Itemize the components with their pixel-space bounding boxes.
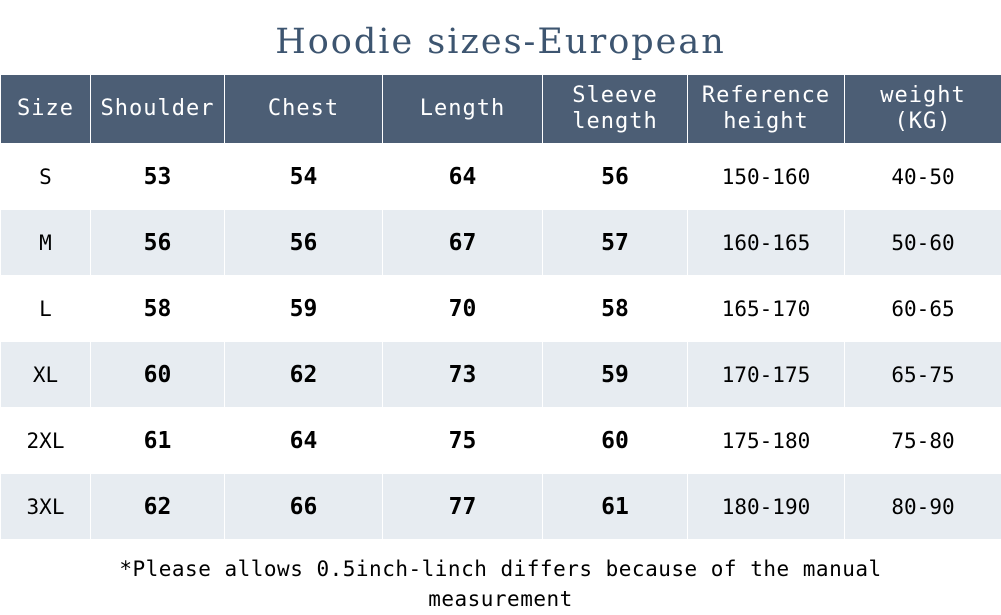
page-title: Hoodie sizes-European	[0, 0, 1001, 74]
cell-sleeve: 61	[543, 474, 688, 540]
cell-shoulder: 60	[91, 342, 225, 408]
cell-shoulder: 62	[91, 474, 225, 540]
table-row	[1, 342, 1001, 408]
table-row	[1, 210, 1001, 276]
table-header-row	[1, 75, 1001, 144]
cell-height: 175-180	[688, 408, 845, 474]
table-header	[1, 75, 1001, 144]
column-header-weight	[845, 75, 1001, 144]
disclaimer-line-1: *Please allows 0.5inch-linch differs because of the manual	[0, 554, 1001, 584]
cell-sleeve: 59	[543, 342, 688, 408]
cell-length: 67	[383, 210, 543, 276]
cell-size: S	[1, 144, 91, 210]
cell-chest: 54	[225, 144, 383, 210]
cell-shoulder: 56	[91, 210, 225, 276]
cell-height: 170-175	[688, 342, 845, 408]
cell-length: 75	[383, 408, 543, 474]
cell-chest: 66	[225, 474, 383, 540]
cell-sleeve: 58	[543, 276, 688, 342]
cell-shoulder: 53	[91, 144, 225, 210]
column-header-length: Length	[383, 75, 543, 144]
column-header-shoulder: Shoulder	[91, 75, 225, 144]
cell-size: M	[1, 210, 91, 276]
cell-size: 3XL	[1, 474, 91, 540]
cell-chest: 56	[225, 210, 383, 276]
weight-header-line1: weight	[880, 83, 965, 108]
cell-height: 160-165	[688, 210, 845, 276]
table-body	[1, 144, 1001, 540]
cell-chest: 62	[225, 342, 383, 408]
cell-size: XL	[1, 342, 91, 408]
cell-height: 165-170	[688, 276, 845, 342]
cell-length: 73	[383, 342, 543, 408]
sleeve-header-line1: Sleeve	[572, 83, 657, 108]
cell-sleeve: 56	[543, 144, 688, 210]
column-header-size: Size	[1, 75, 91, 144]
cell-height: 150-160	[688, 144, 845, 210]
disclaimer-line-2: measurement	[0, 584, 1001, 614]
table-row	[1, 144, 1001, 210]
cell-weight: 65-75	[845, 342, 1001, 408]
cell-size: L	[1, 276, 91, 342]
cell-size: 2XL	[1, 408, 91, 474]
cell-weight: 75-80	[845, 408, 1001, 474]
column-header-sleeve-length	[543, 75, 688, 144]
cell-sleeve: 60	[543, 408, 688, 474]
cell-length: 77	[383, 474, 543, 540]
cell-weight: 80-90	[845, 474, 1001, 540]
cell-chest: 64	[225, 408, 383, 474]
cell-weight: 60-65	[845, 276, 1001, 342]
cell-sleeve: 57	[543, 210, 688, 276]
cell-length: 70	[383, 276, 543, 342]
table-row	[1, 276, 1001, 342]
size-chart-table	[0, 74, 1001, 540]
weight-header-line2: (KG)	[895, 109, 952, 134]
cell-shoulder: 61	[91, 408, 225, 474]
column-header-chest: Chest	[225, 75, 383, 144]
column-header-reference-height	[688, 75, 845, 144]
cell-length: 64	[383, 144, 543, 210]
table-row	[1, 408, 1001, 474]
cell-chest: 59	[225, 276, 383, 342]
sleeve-header-line2: length	[572, 109, 657, 134]
cell-height: 180-190	[688, 474, 845, 540]
table-row	[1, 474, 1001, 540]
cell-shoulder: 58	[91, 276, 225, 342]
cell-weight: 40-50	[845, 144, 1001, 210]
cell-weight: 50-60	[845, 210, 1001, 276]
measurement-disclaimer	[0, 540, 1001, 615]
height-header-line2: height	[723, 109, 808, 134]
height-header-line1: Reference	[702, 83, 830, 108]
